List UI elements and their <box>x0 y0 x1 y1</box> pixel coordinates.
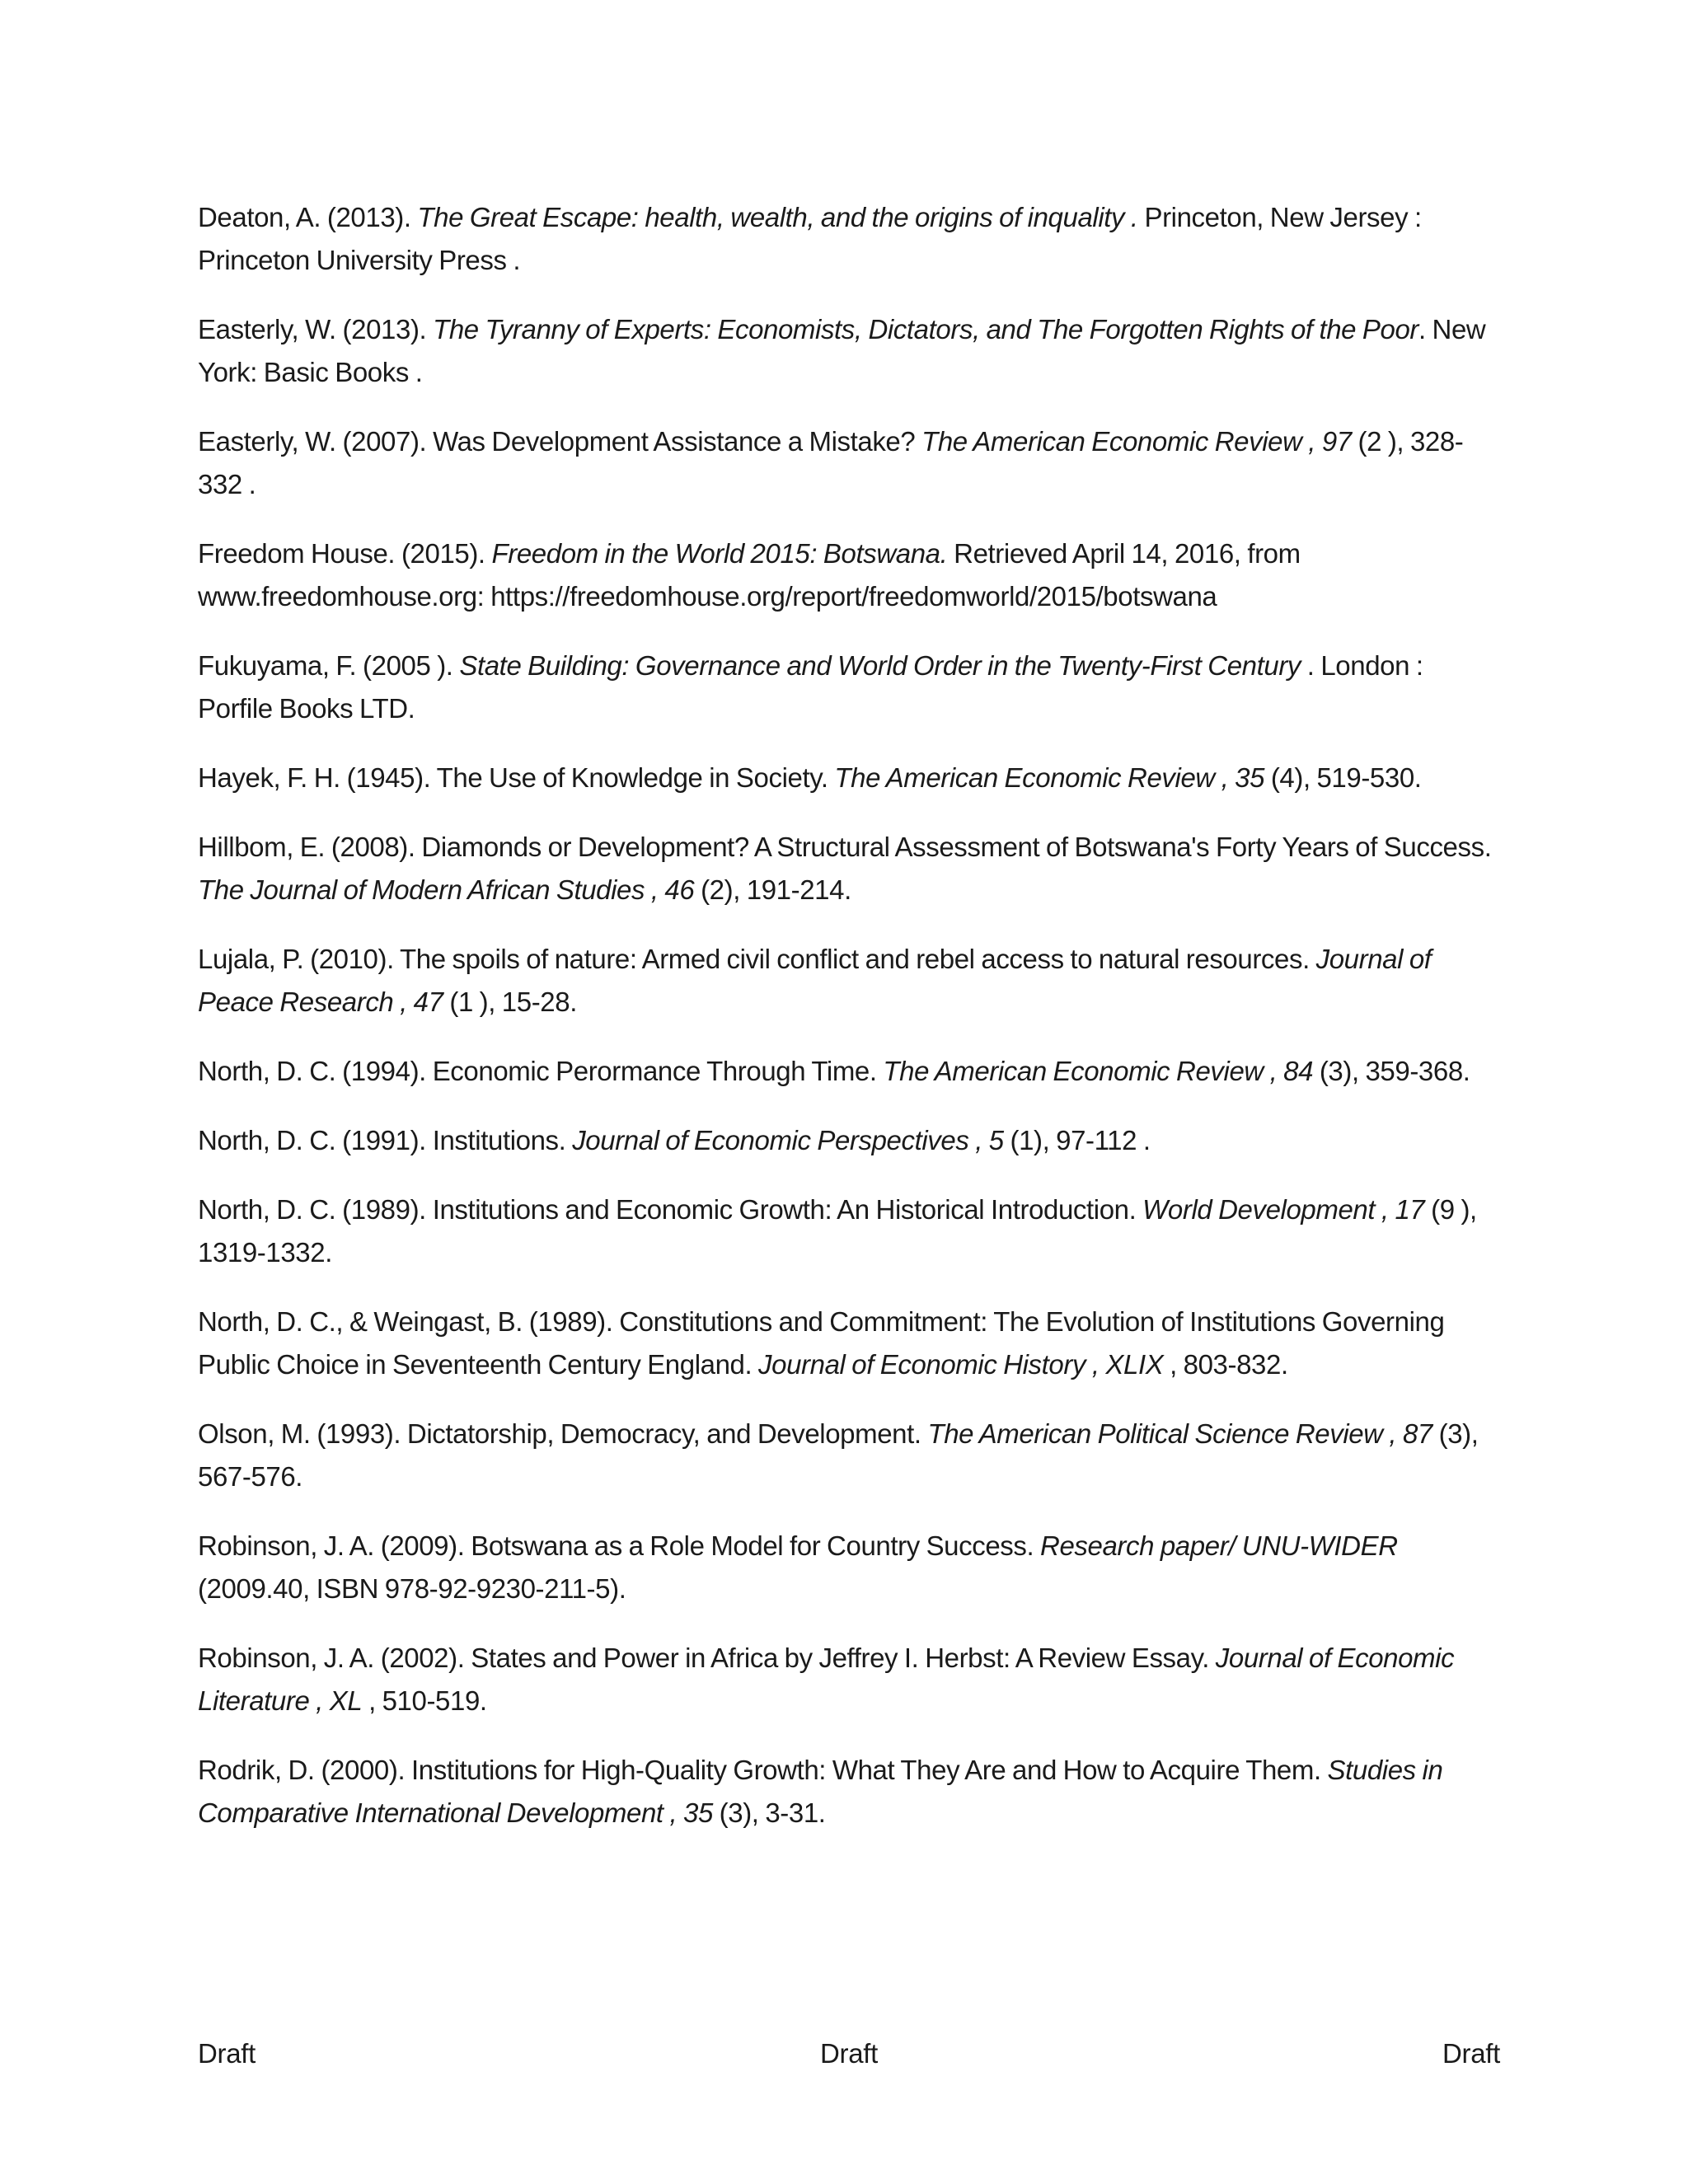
reference-text: North, D. C. (1989). Institutions and Economic Growth: An Historical Introduction. <box>198 1194 1143 1225</box>
reference-text: North, D. C., & Weingast, B. (1989). Constitutions and Commitment: The Evolution of Institutions Governing Public Choice in Seventeenth Century England. <box>198 1306 1445 1380</box>
reference-entry <box>198 1413 1500 1498</box>
reference-entry <box>198 1188 1500 1274</box>
reference-text: Deaton, A. (2013). <box>198 202 418 232</box>
reference-entry <box>198 644 1500 730</box>
reference-entry <box>198 308 1500 394</box>
reference-text: (3), 567-576. <box>198 1418 1479 1492</box>
reference-entry <box>198 1050 1500 1093</box>
reference-entry <box>198 1637 1500 1722</box>
reference-text: . New York: Basic Books . <box>198 314 1486 387</box>
reference-text: Hayek, F. H. (1945). The Use of Knowledge in Society. <box>198 762 835 793</box>
reference-text: (2), 191-214. <box>694 874 851 905</box>
reference-text: (3), 3-31. <box>712 1797 826 1828</box>
reference-text: (4), 519-530. <box>1264 762 1422 793</box>
reference-title: Studies in Comparative International Development , 35 <box>198 1755 1443 1828</box>
reference-title: The American Economic Review , 35 <box>834 762 1265 793</box>
page-footer <box>198 2036 1500 2072</box>
reference-text: (9 ), 1319-1332. <box>198 1194 1477 1268</box>
reference-entry <box>198 757 1500 799</box>
reference-title: The Great Escape: health, wealth, and the origins of inquality . <box>417 202 1138 232</box>
reference-text: Retrieved April 14, 2016, from www.freedomhouse.org: https://freedomhouse.org/report/freedomworld/2015/botswana <box>198 538 1301 612</box>
reference-text: (2009.40, ISBN 978-92-9230-211-5). <box>198 1573 626 1604</box>
reference-text: Hillbom, E. (2008). Diamonds or Development? A Structural Assessment of Botswana's Forty Years of Success. <box>198 832 1492 862</box>
reference-text: Fukuyama, F. (2005 ). <box>198 650 460 681</box>
reference-entry <box>198 1119 1500 1162</box>
reference-entry <box>198 938 1500 1024</box>
reference-entry <box>198 826 1500 912</box>
reference-title: Journal of Economic History , XLIX <box>758 1349 1164 1380</box>
reference-title: Journal of Economic Perspectives , 5 <box>572 1125 1004 1155</box>
reference-title: The American Political Science Review , 87 <box>927 1418 1432 1449</box>
reference-title: The American Economic Review , 97 <box>921 426 1352 457</box>
reference-text: North, D. C. (1994). Economic Perormance Through Time. <box>198 1056 884 1086</box>
reference-text: North, D. C. (1991). Institutions. <box>198 1125 573 1155</box>
reference-title: World Development , 17 <box>1142 1194 1425 1225</box>
reference-text: (1 ), 15-28. <box>443 987 577 1017</box>
reference-entry <box>198 1749 1500 1835</box>
reference-text: Freedom House. (2015). <box>198 538 492 569</box>
reference-entry <box>198 420 1500 506</box>
reference-title: The Journal of Modern African Studies , 46 <box>198 874 695 905</box>
footer-left-label: Draft <box>198 2038 256 2069</box>
reference-entry <box>198 532 1500 618</box>
reference-text: Lujala, P. (2010). The spoils of nature: Armed civil conflict and rebel access to natural resources. <box>198 944 1316 974</box>
reference-title: State Building: Governance and World Order in the Twenty-First Century <box>459 650 1301 681</box>
reference-text: (2 ), 328-332 . <box>198 426 1464 499</box>
reference-entry <box>198 1525 1500 1610</box>
reference-text: Rodrik, D. (2000). Institutions for High-Quality Growth: What They Are and How to Acquire Them. <box>198 1755 1328 1785</box>
reference-text: Easterly, W. (2007). Was Development Assistance a Mistake? <box>198 426 922 457</box>
reference-text: . London : Porfile Books LTD. <box>198 650 1423 724</box>
reference-text: Easterly, W. (2013). <box>198 314 434 344</box>
reference-text: (3), 359-368. <box>1313 1056 1470 1086</box>
reference-title: Freedom in the World 2015: Botswana. <box>491 538 948 569</box>
reference-text: (1), 97-112 . <box>1003 1125 1151 1155</box>
reference-text: Olson, M. (1993). Dictatorship, Democracy, and Development. <box>198 1418 928 1449</box>
reference-text: , 803-832. <box>1163 1349 1288 1380</box>
reference-text: Robinson, J. A. (2002). States and Power in Africa by Jeffrey I. Herbst: A Review Essay. <box>198 1643 1216 1673</box>
reference-title: Journal of Peace Research , 47 <box>198 944 1432 1017</box>
reference-text: , 510-519. <box>362 1685 487 1716</box>
footer-center-label: Draft <box>819 2038 878 2069</box>
reference-list <box>198 196 1500 1861</box>
reference-title: The American Economic Review , 84 <box>883 1056 1314 1086</box>
reference-title: Journal of Economic Literature , XL <box>198 1643 1455 1716</box>
reference-entry <box>198 196 1500 282</box>
reference-entry <box>198 1301 1500 1386</box>
reference-title: Research paper/ UNU-WIDER <box>1040 1530 1398 1561</box>
reference-title: The Tyranny of Experts: Economists, Dictators, and The Forgotten Rights of the Poor <box>433 314 1419 344</box>
reference-text: Princeton, New Jersey : Princeton University Press . <box>198 202 1422 275</box>
footer-right-label: Draft <box>1442 2038 1500 2069</box>
reference-text: Robinson, J. A. (2009). Botswana as a Role Model for Country Success. <box>198 1530 1041 1561</box>
